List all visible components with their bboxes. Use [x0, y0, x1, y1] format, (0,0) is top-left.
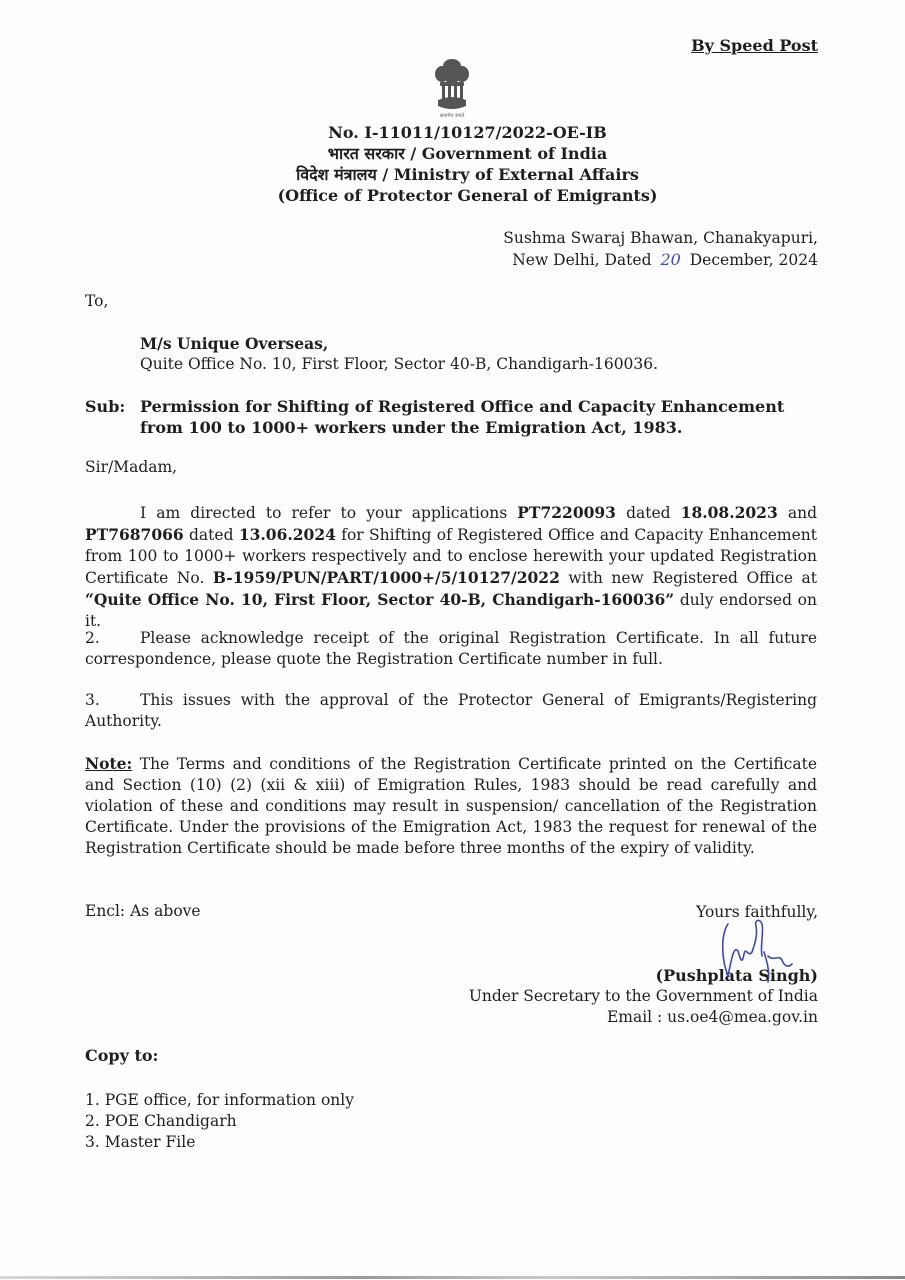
- application-number-2: PT7687066: [85, 525, 184, 544]
- letter-header: [0, 122, 905, 206]
- paragraph-3: [85, 690, 817, 732]
- dated-suffix: December, 2024: [689, 251, 818, 269]
- closing: Yours faithfully,: [696, 903, 818, 921]
- subject-text: Permission for Shifting of Registered Office and Capacity Enhancement from 100 to 1000+ workers under the Emigration Act, 1983.: [140, 397, 785, 437]
- handwritten-day: 20: [660, 250, 681, 269]
- note-paragraph: [85, 753, 817, 859]
- note-text: The Terms and conditions of the Registration Certificate printed on the Certificate and Section (10) (2) (xii & xiii) of Emigration Rules, 1983 should be read carefully and violation of these and conditions may result in suspension/ cancellation of the Registration Certificate. Under the provisions of the Emigration Act, 1983 the request for renewal of the Registration Certificate should be made before three months of the expiry of validity.: [85, 755, 817, 857]
- copy-to-heading: Copy to:: [85, 1046, 159, 1065]
- signer-designation: Under Secretary to the Government of India: [468, 987, 818, 1005]
- p1-text: dated: [183, 526, 239, 544]
- paragraph-3-text: This issues with the approval of the Protector General of Emigrants/Registering Authority.: [85, 691, 817, 730]
- government-name: भारत सरकार / Government of India: [327, 144, 608, 163]
- signature-block: [398, 902, 818, 1028]
- copy-to-item: 2. POE Chandigarh: [85, 1112, 237, 1130]
- p1-text: I am directed to refer to your applications: [140, 504, 518, 522]
- salutation-to: To,: [85, 292, 109, 310]
- addressee-name: M/s Unique Overseas,: [140, 334, 329, 353]
- addressee-block: [140, 333, 658, 375]
- new-office-address: “Quite Office No. 10, First Floor, Sector 40-B, Chandigarh-160036”: [85, 590, 675, 609]
- page-edge: [0, 1276, 905, 1279]
- application-date-2: 13.06.2024: [238, 525, 336, 544]
- p1-text: dated: [615, 504, 681, 522]
- signer-name: (Pushplata Singh): [655, 966, 818, 985]
- application-date-1: 18.08.2023: [680, 503, 778, 522]
- emblem-motto: सत्यमेव जयते: [439, 113, 465, 119]
- subject-line: [85, 396, 817, 438]
- handwritten-signature-icon: [698, 916, 798, 986]
- certificate-number: B-1959/PUN/PART/1000+/5/10127/2022: [212, 568, 560, 587]
- address-line-2: [503, 249, 818, 271]
- ministry-name: विदेश मंत्रालय / Ministry of External Affairs: [296, 165, 639, 184]
- dated-prefix: New Delhi, Dated: [512, 251, 652, 269]
- national-emblem-icon: [430, 56, 474, 120]
- paragraph-2-text: Please acknowledge receipt of the original Registration Certificate. In all future correspondence, please quote the Registration Certificate number in full.: [85, 629, 817, 668]
- address-line-1: Sushma Swaraj Bhawan, Chanakyapuri,: [503, 229, 818, 247]
- file-number: No. I-11011/10127/2022-OE-IB: [328, 123, 607, 142]
- copy-to-list: [85, 1090, 354, 1153]
- copy-to-item: 3. Master File: [85, 1133, 196, 1151]
- paragraph-number: 3.: [85, 691, 100, 709]
- p1-text: for Shifting of Registered Office and Capacity Enhancement from 100 to 1000+ workers respectively and to enclose herewith your updated Registration Certificate No.: [85, 526, 818, 587]
- paragraph-number: 2.: [85, 629, 100, 647]
- office-name: (Office of Protector General of Emigrants): [277, 186, 658, 205]
- copy-to-item: 1. PGE office, for information only: [85, 1091, 354, 1109]
- subject-label: Sub:: [85, 397, 126, 416]
- addressee-address: Quite Office No. 10, First Floor, Sector 40-B, Chandigarh-160036.: [140, 355, 659, 373]
- signer-email: Email : us.oe4@mea.gov.in: [606, 1008, 818, 1026]
- p1-text: duly endorsed on it.: [85, 591, 817, 630]
- greeting: Sir/Madam,: [85, 458, 178, 476]
- note-label: Note:: [85, 754, 133, 773]
- application-number-1: PT7220093: [517, 503, 616, 522]
- paragraph-1: [85, 502, 817, 632]
- dispatch-mode: By Speed Post: [691, 36, 818, 55]
- p1-text: and: [777, 504, 818, 522]
- paragraph-2: [85, 628, 817, 670]
- enclosure: Encl: As above: [85, 902, 201, 920]
- p1-text: with new Registered Office at: [559, 569, 817, 587]
- sender-address: [503, 228, 818, 271]
